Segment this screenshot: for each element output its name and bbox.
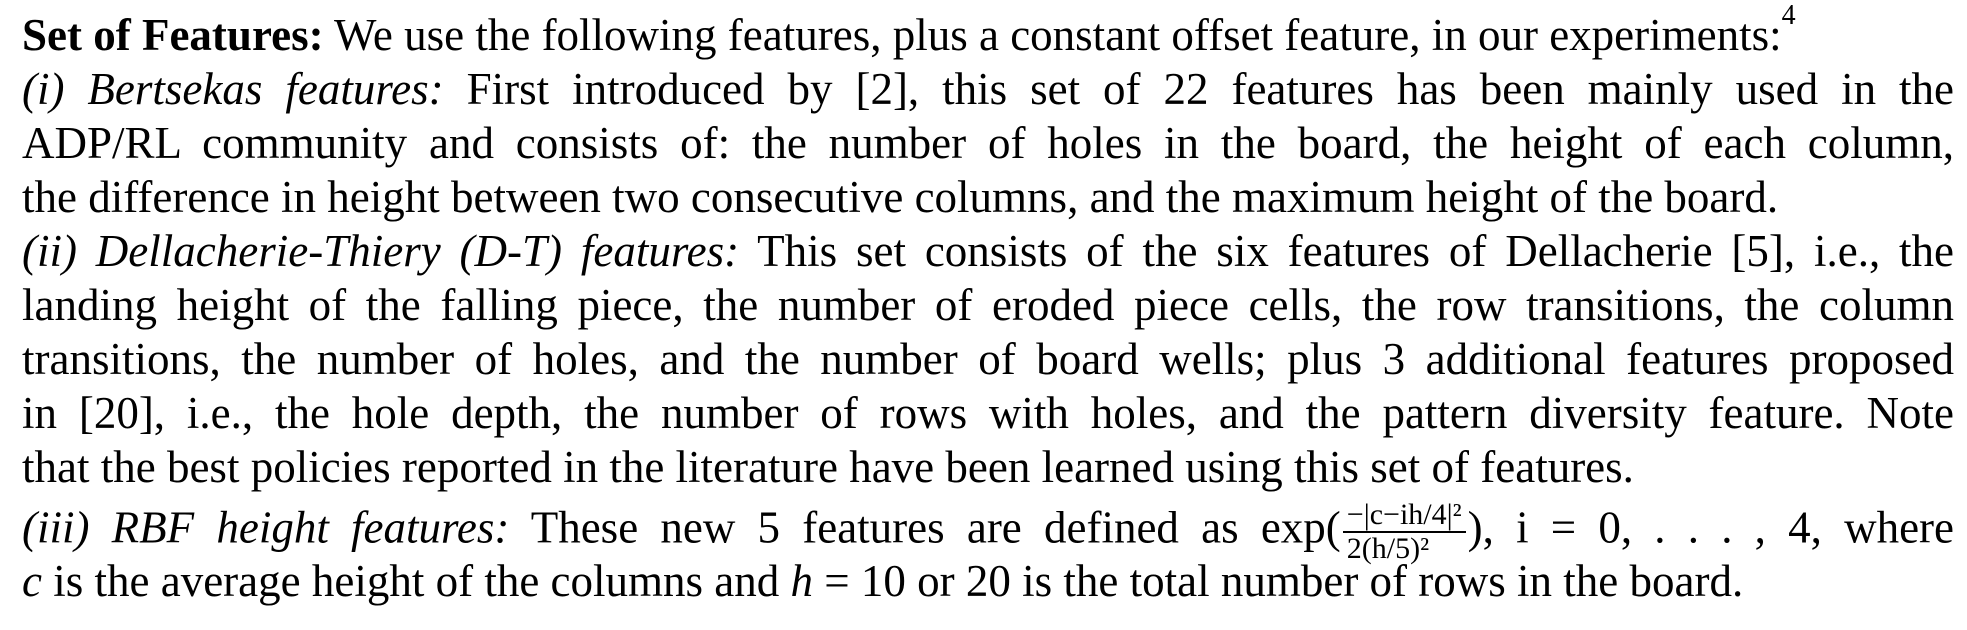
rbf-var-h: h bbox=[790, 556, 814, 606]
rbf-text-end: = 10 or 20 is the total number of rows in the board. bbox=[813, 556, 1744, 606]
dt-line-3 bbox=[22, 332, 1954, 386]
dt-label: (ii) Dellacherie-Thiery (D-T) features: bbox=[22, 226, 740, 276]
dt-line-4 bbox=[22, 386, 1954, 440]
dt-text-3: transitions, the number of holes, and the number of board wells; plus 3 additional features proposed bbox=[22, 334, 1954, 384]
bertsekas-text-1: First introduced by [2], this set of 22 features has been mainly used in the bbox=[466, 64, 1955, 114]
rbf-formula-numerator: −|c−ih/4|² bbox=[1343, 500, 1466, 533]
dt-text-2: landing height of the falling piece, the number of eroded piece cells, the row transitions, the column bbox=[22, 280, 1954, 330]
paper-text-block bbox=[22, 0, 1955, 608]
dt-line-1 bbox=[22, 224, 1954, 278]
dt-line-5 bbox=[22, 440, 1954, 494]
bertsekas-label: (i) Bertsekas features: bbox=[22, 64, 444, 114]
section-heading: Set of Features: bbox=[22, 10, 324, 60]
rbf-text-before: These new 5 features are defined as exp( bbox=[530, 502, 1341, 553]
bertsekas-line-2 bbox=[22, 116, 1954, 170]
rbf-text-mid: is the average height of the columns and bbox=[41, 556, 791, 606]
intro-text: We use the following features, plus a constant offset feature, in our experiments: bbox=[323, 10, 1782, 60]
rbf-label: (iii) RBF height features: bbox=[22, 502, 510, 553]
rbf-line-2 bbox=[22, 554, 1954, 608]
bertsekas-line-3 bbox=[22, 170, 1954, 224]
dt-text-1: This set consists of the six features of Dellacherie [5], i.e., the bbox=[757, 226, 1954, 276]
rbf-line-1 bbox=[22, 498, 1954, 565]
rbf-formula-denominator: 2(h/5)² bbox=[1346, 532, 1430, 565]
bertsekas-text-2: ADP/RL community and consists of: the number of holes in the board, the height of each column, bbox=[22, 118, 1954, 168]
footnote-marker: 4 bbox=[1781, 0, 1796, 31]
dt-text-5: that the best policies reported in the literature have been learned using this set of features. bbox=[22, 442, 1634, 492]
dt-line-2 bbox=[22, 278, 1954, 332]
rbf-var-c: c bbox=[22, 556, 42, 606]
bertsekas-text-3: the difference in height between two consecutive columns, and the maximum height of the board. bbox=[22, 172, 1779, 222]
bertsekas-line-1 bbox=[22, 62, 1954, 116]
rbf-text-after: ), i = 0, . . . , 4, where bbox=[1467, 502, 1954, 553]
intro-line bbox=[22, 0, 1954, 62]
dt-text-4: in [20], i.e., the hole depth, the number of rows with holes, and the pattern diversity feature. Note bbox=[22, 388, 1954, 438]
